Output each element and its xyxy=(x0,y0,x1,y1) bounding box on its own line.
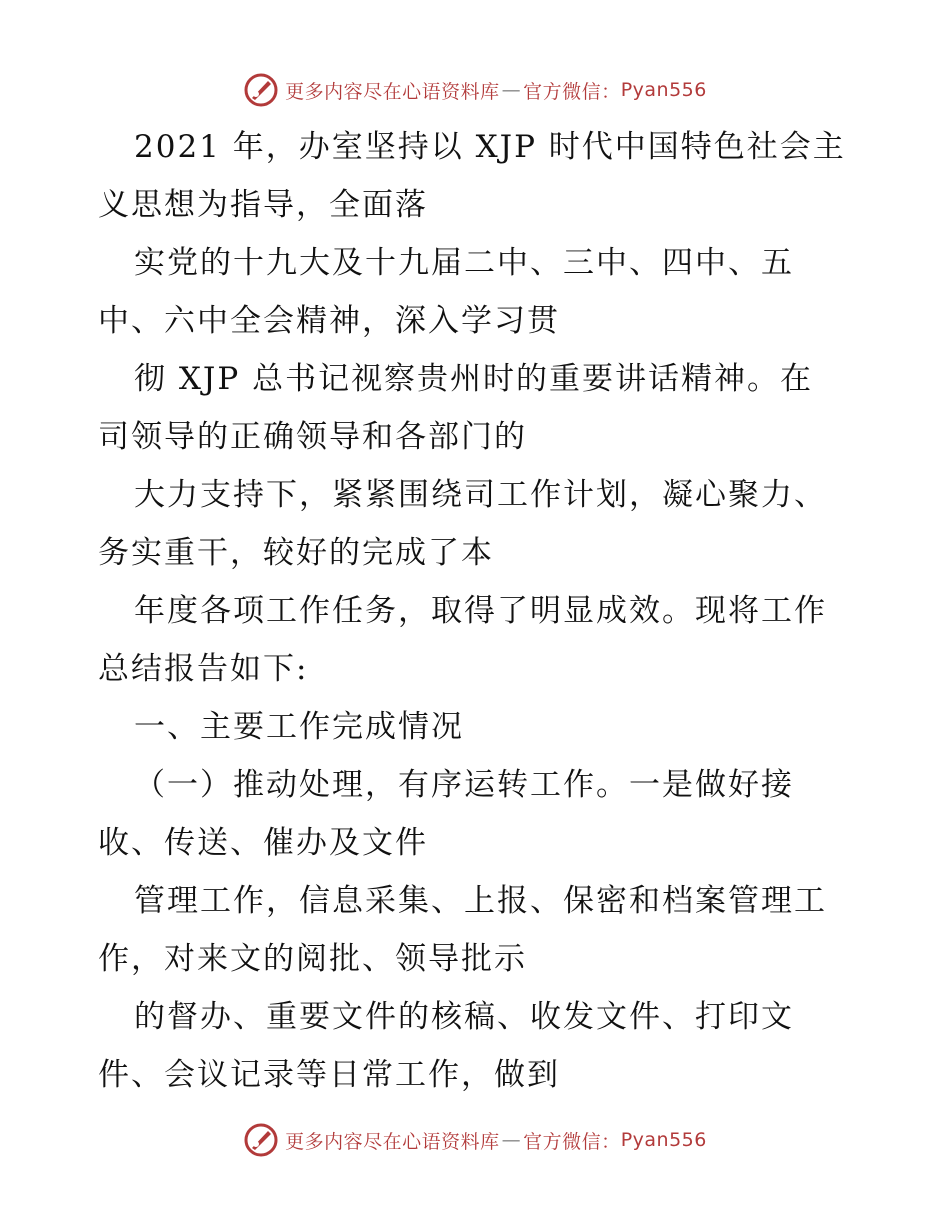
header-watermark xyxy=(0,68,950,112)
header-dash: — xyxy=(501,79,522,101)
footer-dash: — xyxy=(501,1129,522,1151)
body-line: 的督办、重要文件的核稿、收发文件、打印文 xyxy=(134,999,794,1035)
footer-wechat-id: Pyan556 xyxy=(620,1129,707,1151)
body-line: 务实重干，较好的完成了本 xyxy=(98,535,494,571)
header-wechat-id: Pyan556 xyxy=(620,79,707,101)
footer-text: 更多内容尽在心语资料库 xyxy=(285,1130,500,1153)
body-line: 实党的十九大及十九届二中、三中、四中、五 xyxy=(134,245,794,281)
body-line: 总结报告如下: xyxy=(98,651,309,687)
footer-watermark xyxy=(0,1118,950,1162)
body-line: （一）推动处理，有序运转工作。一是做好接 xyxy=(134,767,794,803)
body-line: 作，对来文的阅批、领导批示 xyxy=(98,941,527,977)
quill-seal-icon xyxy=(243,72,279,108)
document-body xyxy=(98,118,868,1104)
header-wechat-label: 官方微信： xyxy=(523,80,621,103)
header-text: 更多内容尽在心语资料库 xyxy=(285,80,500,103)
body-line: 大力支持下，紧紧围绕司工作计划，凝心聚力、 xyxy=(134,477,827,513)
body-line: 司领导的正确领导和各部门的 xyxy=(98,419,527,455)
body-line: 2021 年，办室坚持以 XJP 时代中国特色社会主 xyxy=(134,129,846,165)
body-line: 彻 XJP 总书记视察贵州时的重要讲话精神。在 xyxy=(134,361,814,397)
body-line: 收、传送、催办及文件 xyxy=(98,825,428,861)
body-line: 件、会议记录等日常工作，做到 xyxy=(98,1057,560,1093)
body-line: 义思想为指导，全面落 xyxy=(98,187,428,223)
body-line: 管理工作，信息采集、上报、保密和档案管理工 xyxy=(134,883,827,919)
body-line: 年度各项工作任务，取得了明显成效。现将工作 xyxy=(134,593,827,629)
quill-seal-icon xyxy=(243,1122,279,1158)
footer-wechat-label: 官方微信： xyxy=(523,1130,621,1153)
section-heading: 一、主要工作完成情况 xyxy=(134,709,464,745)
body-line: 中、六中全会精神，深入学习贯 xyxy=(98,303,560,339)
